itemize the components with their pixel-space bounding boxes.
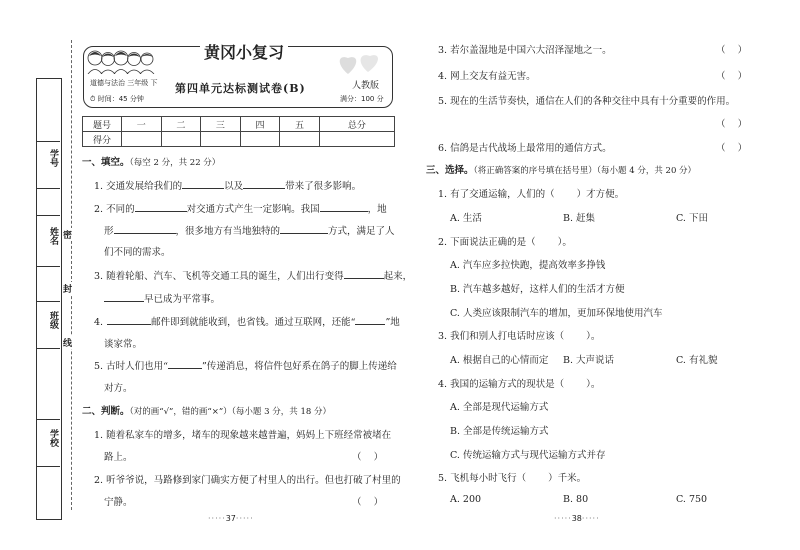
question-text: 5. 古时人们也用“ [94,361,168,372]
option-a: A. 根据自己的心情而定 [450,355,549,366]
question-text: 早已成为平常事。 [144,294,221,305]
question-line: 3. 若尔盖湿地是中国六大沼泽湿地之一。 [438,45,612,56]
page-deco: ····· [235,514,254,523]
cut-word-mi: 密 [63,228,72,241]
table-cell: 题号 [83,117,122,132]
clock-icon: ⏱ [90,95,96,103]
student-info-binding [36,78,62,520]
question-text: 5. 飞机每小时飞行（ [438,473,527,484]
table-cell: 五 [280,117,320,132]
answer-blank[interactable] [104,292,144,302]
question-text: 2. 下面说法正确的是（ [438,237,536,248]
question-text: ，很多地方有当地独特的 [175,226,281,237]
score-input-cell[interactable] [240,132,280,147]
question-text: 以及 [224,181,244,192]
full-score-label: 满分：100 分 [340,95,384,103]
question-line: 路上。 [104,452,133,463]
answer-blank[interactable] [355,315,385,325]
section-choice-heading [426,162,696,176]
question-line [104,223,395,237]
question-line: 宁静。 [104,497,133,508]
section-note: （对的画“√”，错的画“×”）（每小题 3 分，共 18 分） [129,407,331,417]
score-input-cell[interactable] [201,132,241,147]
option-c: C. 下田 [676,213,708,224]
answer-paren[interactable]: （ ） [716,71,748,82]
option-c: C. 人类应该限制汽车的增加，更加环保地使用汽车 [450,308,663,319]
question-text: ，地 [367,204,387,215]
question-line [438,186,624,200]
question-line [438,234,572,248]
table-cell: 一 [122,117,162,132]
question-text: ）。 [586,331,601,342]
option-b: B. 大声说话 [563,355,615,366]
answer-blank[interactable] [280,224,328,234]
section-title: 三、选择。 [426,165,474,176]
cut-word-xian: 线 [63,336,72,349]
question-text: ”地 [385,317,400,328]
answer-blank[interactable] [243,179,285,189]
answer-paren[interactable]: （ ） [716,119,748,130]
question-line: 6. 信鸽是古代战场上最常用的通信方式。 [438,143,612,154]
answer-blank[interactable] [320,202,368,212]
question-text: 4. 我国的运输方式的现状是（ [438,379,565,390]
option-b: B. 赶集 [563,213,596,224]
question-line [438,328,600,342]
answer-blank[interactable] [168,359,202,369]
answer-paren[interactable]: （ ） [716,143,748,154]
question-line [104,291,220,305]
section-judge-heading [82,403,331,417]
answer-paren[interactable]: （ ） [352,452,384,463]
question-text: 3. 我们和别人打电话时应该（ [438,331,565,342]
answer-blank[interactable] [182,179,224,189]
question-text: 4. [94,317,104,328]
score-table-header-row [83,117,395,132]
series-title: 黄冈小复习 [200,40,288,63]
question-text: 形 [104,226,114,237]
question-line [104,244,171,258]
answer-paren[interactable]: （ ） [352,497,384,508]
question-text: 起来， [383,271,413,282]
section-note: （将正确答案的序号填在括号里）（每小题 4 分，共 20 分） [473,166,697,176]
answer-blank[interactable] [344,269,384,279]
question-line [438,470,586,484]
question-text: 对交通方式产生一定影响。我国 [186,204,320,215]
question-text: 3. 随着轮船、汽车、飞机等交通工具的诞生，人们出行变得 [94,271,344,282]
question-text: 方式，满足了人 [328,226,395,237]
page-number-text: 37 [225,514,236,523]
option-b: B. 汽车越多越好，这样人们的生活才方便 [450,284,625,295]
section-title: 二、判断。 [82,406,130,417]
binding-label-school: 学校 [48,429,58,447]
table-cell: 二 [161,117,201,132]
page-number-right [554,514,600,523]
page-deco: ····· [581,514,600,523]
binding-label-xuehao: 学号 [48,149,58,167]
unit-test-title: 第四单元达标测试卷(B) [175,82,306,95]
option-b: B. 80 [563,494,589,505]
question-line [104,380,133,394]
question-line [94,268,412,282]
question-text: 谈家常。 [104,339,143,350]
time-limit [90,94,144,104]
answer-blank[interactable] [114,224,176,234]
question-text: 对方。 [104,383,133,394]
question-line [94,201,387,215]
question-line [438,376,600,390]
question-text: 2. 不同的 [94,204,135,215]
score-input-cell[interactable] [319,132,394,147]
binding-label-name: 姓名 [48,227,58,245]
table-cell: 三 [201,117,241,132]
score-table-score-row [83,132,395,147]
question-text: 1. 交通发展给我们的 [94,181,183,192]
option-a: A. 200 [450,494,482,505]
answer-blank[interactable] [135,202,187,212]
question-text: ）千米。 [548,473,587,484]
page-number-left [208,514,254,523]
option-b: B. 全部是传统运输方式 [450,426,549,437]
section-fill-heading [82,154,220,168]
question-text: 们不同的需求。 [104,247,171,258]
option-a: A. 全部是现代运输方式 [450,402,549,413]
question-line [104,336,142,350]
score-input-cell[interactable] [161,132,201,147]
question-line [94,314,400,328]
children-illustration [86,48,156,74]
option-a: A. 生活 [450,213,482,224]
option-c: C. 750 [676,494,708,505]
score-input-cell[interactable] [280,132,320,147]
question-text: 邮件即到就能收到，也省钱。通过互联网，还能“ [151,317,356,328]
time-text: 时间：45 分钟 [97,95,144,103]
score-table [82,116,395,147]
question-text: 1. 有了交通运输，人们的（ [438,189,555,200]
option-c: C. 有礼貌 [676,355,718,366]
binding-label-class: 班级 [48,311,58,329]
question-line [94,358,397,372]
answer-paren[interactable]: （ ） [716,45,748,56]
question-text: ）。 [557,237,572,248]
score-input-cell[interactable] [122,132,162,147]
table-cell: 得分 [83,132,122,147]
option-a: A. 汽车应多拉快跑，提高效率多挣钱 [450,260,606,271]
question-line: 2. 听爷爷说，马路修到家门确实方便了村里人的出行。但也打破了村里的 [94,475,401,486]
subject-grade-label: 道德与法治 三年级 下 [90,79,158,87]
table-cell: 总分 [319,117,394,132]
question-text: ）。 [586,379,601,390]
question-text: ）才方便。 [576,189,625,200]
question-line: 1. 随着私家车的增多，堵车的现象越来越普遍，妈妈上下班经常被堵在 [94,430,392,441]
page-number-text: 38 [571,514,582,523]
option-c: C. 传统运输方式与现代运输方式并存 [450,450,606,461]
fold-dashed-line [71,40,72,510]
question-text: 带来了很多影响。 [285,181,362,192]
question-line: 5. 现在的生活节奏快，通信在人们的各种交往中具有十分重要的作用。 [438,96,736,107]
section-title: 一、填空。 [82,157,130,168]
answer-blank[interactable] [107,315,151,325]
decorative-hearts [336,50,384,76]
cut-word-feng: 封 [63,282,72,295]
question-line: 4. 网上交友有益无害。 [438,71,536,82]
page-deco: ····· [208,514,226,523]
edition-label: 人教版 [352,81,380,91]
table-cell: 四 [240,117,280,132]
page-deco: ····· [554,514,572,523]
question-text: ”传递消息，将信件包好系在鸽子的脚上传递给 [201,361,397,372]
section-note: （每空 2 分，共 22 分） [129,158,221,168]
question-line [94,178,361,192]
